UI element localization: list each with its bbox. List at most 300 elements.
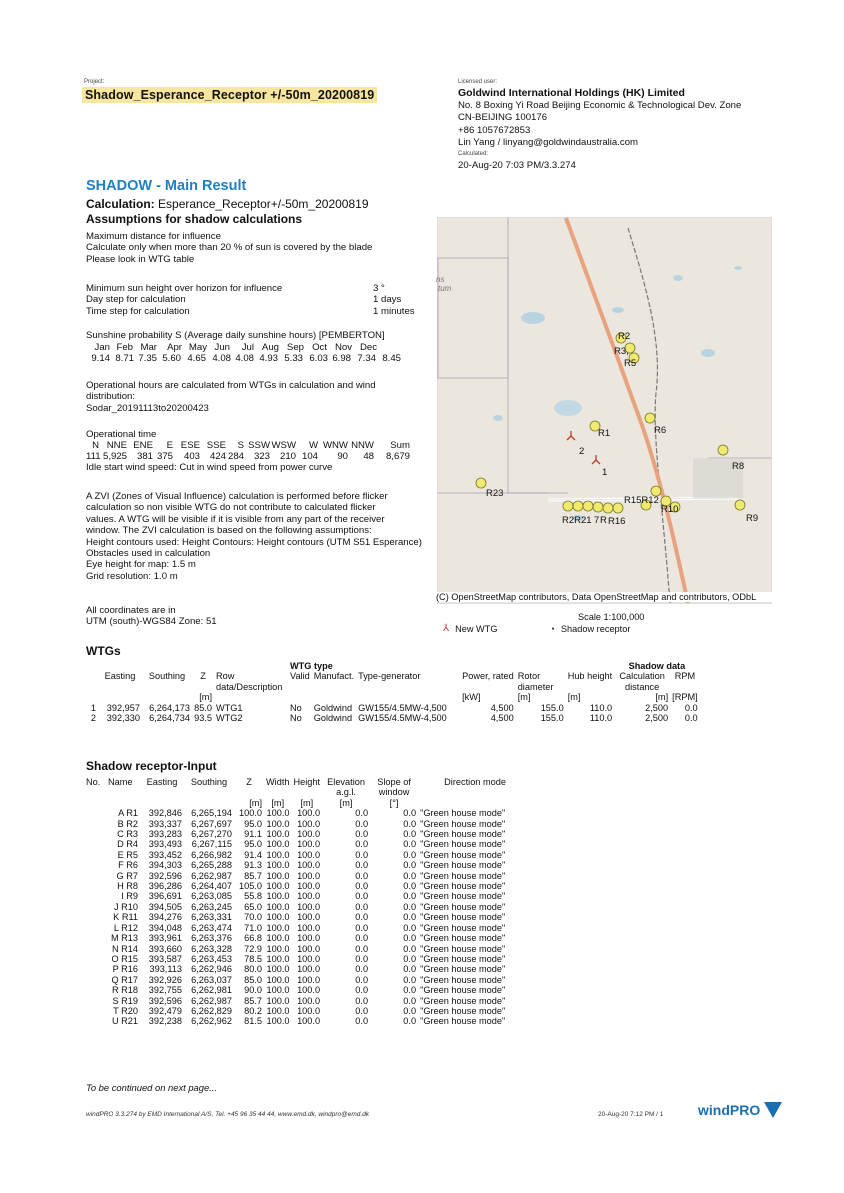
cell: 6,264,734 bbox=[149, 713, 190, 724]
cell: 0.0 bbox=[355, 974, 369, 985]
cell: W bbox=[308, 440, 318, 451]
cell: 393,283 bbox=[148, 829, 182, 840]
cell: 396,286 bbox=[148, 881, 182, 892]
cell: "Green house mode" bbox=[420, 818, 506, 829]
cell: 7.35 bbox=[138, 353, 157, 364]
cell: "Green house mode" bbox=[420, 943, 506, 954]
address-line: No. 8 Boxing Yi Road Beijing Economic & Technological Dev. Zone bbox=[458, 100, 742, 112]
cell: 0.0 bbox=[355, 849, 369, 860]
cell: 100.0 bbox=[266, 808, 290, 819]
table-row bbox=[84, 1016, 532, 1026]
idle-start-text: Idle start wind speed: Cut in wind speed from power curve bbox=[86, 462, 333, 473]
contact-email: Lin Yang / linyang@goldwindaustralia.com bbox=[458, 136, 639, 148]
cell: 375 bbox=[156, 451, 173, 462]
col-header: No. bbox=[86, 777, 101, 787]
map-label: R23 bbox=[486, 488, 504, 499]
calculation-line bbox=[86, 197, 369, 211]
cell: "Green house mode" bbox=[420, 1016, 506, 1027]
cell: 100.0 bbox=[297, 870, 321, 881]
cell: 100.0 bbox=[266, 995, 290, 1006]
cell: 392,596 bbox=[148, 995, 182, 1006]
unit: [m] bbox=[249, 797, 262, 808]
sunshine-title: Sunshine probability S (Average daily sunshine hours) [PEMBERTON] bbox=[86, 330, 385, 341]
cell: Q R17 bbox=[111, 974, 138, 985]
cell: 100.0 bbox=[266, 985, 290, 996]
cell: 100.0 bbox=[297, 891, 321, 902]
cell: E R5 bbox=[117, 849, 138, 860]
cell: 8.71 bbox=[115, 353, 134, 364]
cell: 7.34 bbox=[357, 353, 376, 364]
wtgs-title: WTGs bbox=[86, 644, 121, 658]
table-row bbox=[84, 713, 700, 723]
legend-wtg-label: New WTG bbox=[455, 623, 498, 634]
cell: 100.0 bbox=[266, 922, 290, 933]
cell: 81.5 bbox=[244, 1016, 262, 1027]
logo-text: windPRO bbox=[698, 1102, 761, 1118]
table-row bbox=[84, 881, 532, 891]
cell: 0.0 bbox=[403, 818, 417, 829]
cell: T R20 bbox=[113, 1005, 138, 1016]
cell: 100.0 bbox=[297, 818, 321, 829]
param-value: 1 minutes bbox=[373, 305, 415, 317]
cell: 105.0 bbox=[239, 881, 262, 892]
cell: 55.8 bbox=[244, 891, 262, 902]
cell: 392,846 bbox=[148, 808, 182, 819]
cell: 0.0 bbox=[684, 713, 698, 724]
cell: 90.0 bbox=[244, 985, 262, 996]
table-row bbox=[84, 985, 532, 995]
cell: 0.0 bbox=[355, 964, 369, 975]
table-row bbox=[84, 933, 532, 943]
map-label: 2 bbox=[579, 446, 585, 457]
cell: S R19 bbox=[112, 995, 138, 1006]
cell: 100.0 bbox=[297, 953, 321, 964]
cell: 100.0 bbox=[266, 881, 290, 892]
cell: 5.60 bbox=[162, 353, 181, 364]
cell: 0.0 bbox=[403, 839, 417, 850]
cell: 0.0 bbox=[403, 1005, 417, 1016]
map-label: R3, bbox=[614, 346, 629, 357]
unit: [m] bbox=[655, 692, 669, 703]
cell: 6,263,245 bbox=[191, 901, 232, 912]
table-row bbox=[84, 871, 532, 881]
cell: 6,267,697 bbox=[191, 818, 232, 829]
shadow-data-group: Shadow data bbox=[628, 661, 686, 671]
cell: 0.0 bbox=[355, 901, 369, 912]
cell: 393,113 bbox=[149, 964, 182, 975]
cell: 72.9 bbox=[244, 943, 262, 954]
wtg-legend-icon: ⅄ bbox=[443, 623, 450, 634]
cell: Mar bbox=[140, 342, 157, 353]
cell: 4,500 bbox=[490, 713, 514, 724]
cell: 80.2 bbox=[244, 1005, 262, 1016]
cell: NNE bbox=[106, 440, 127, 451]
cell: 4.65 bbox=[187, 353, 206, 364]
col-header: Power, rated bbox=[462, 671, 514, 682]
map-label: R5 bbox=[624, 358, 637, 369]
col-header: Width bbox=[266, 777, 290, 787]
cell: 394,276 bbox=[148, 912, 182, 923]
cell: 1 bbox=[90, 702, 96, 713]
cell: 0.0 bbox=[355, 943, 369, 954]
col-header: RPM bbox=[674, 671, 696, 682]
unit: [kW] bbox=[462, 692, 481, 703]
cell: 100.0 bbox=[266, 870, 290, 881]
table-row bbox=[84, 839, 532, 849]
cell: 0.0 bbox=[355, 1005, 369, 1016]
col-header: Name bbox=[108, 777, 133, 787]
cell: 6,263,328 bbox=[191, 943, 232, 954]
unit: [m] bbox=[199, 692, 212, 703]
cell: 6.98 bbox=[332, 353, 351, 364]
cell: 9.14 bbox=[91, 353, 110, 364]
table-row bbox=[84, 829, 532, 839]
cell: F R6 bbox=[118, 860, 138, 871]
text-line: distribution: bbox=[86, 391, 136, 403]
cell: 104 bbox=[301, 451, 318, 462]
cell: 100.0 bbox=[266, 1016, 290, 1027]
cell: 100.0 bbox=[266, 943, 290, 954]
cell: 0.0 bbox=[403, 943, 417, 954]
col-header: Rotor diameter bbox=[517, 671, 554, 692]
cell: "Green house mode" bbox=[420, 829, 506, 840]
cell: 0.0 bbox=[403, 953, 417, 964]
map-label: R1 bbox=[598, 428, 611, 439]
cell: B R2 bbox=[117, 818, 138, 829]
cell: 4.08 bbox=[212, 353, 231, 364]
cell: 100.0 bbox=[297, 849, 321, 860]
calculation-label: Calculation: bbox=[86, 197, 155, 211]
coordinates-block bbox=[86, 605, 217, 628]
cell: 6,262,829 bbox=[191, 1005, 232, 1016]
cell: "Green house mode" bbox=[420, 901, 506, 912]
calculation-name: Esperance_Receptor+/-50m_20200819 bbox=[158, 197, 369, 211]
cell: 0.0 bbox=[355, 985, 369, 996]
cell: 393,587 bbox=[148, 953, 182, 964]
col-header: Height bbox=[293, 777, 321, 787]
calculated-date: 20-Aug-20 7:03 PM/3.3.274 bbox=[458, 160, 576, 171]
cell: 85.7 bbox=[244, 995, 262, 1006]
cell: 95.0 bbox=[244, 839, 262, 850]
col-header: Hub height bbox=[567, 671, 613, 682]
cell: 381 bbox=[136, 451, 153, 462]
cell: "Green house mode" bbox=[420, 1005, 506, 1016]
cell: 0.0 bbox=[355, 870, 369, 881]
cell: 6,263,453 bbox=[191, 953, 232, 964]
wtgs-table bbox=[84, 661, 700, 723]
cell: 6,263,376 bbox=[191, 933, 232, 944]
cell: 394,048 bbox=[148, 922, 182, 933]
map-label: R15R12 bbox=[624, 495, 659, 506]
cell: 100.0 bbox=[239, 808, 262, 819]
cell: 0.0 bbox=[355, 933, 369, 944]
cell: 0.0 bbox=[355, 818, 369, 829]
map-label: R9 bbox=[746, 513, 759, 524]
cell: 6,264,407 bbox=[191, 881, 232, 892]
text-line: Grid resolution: 1.0 m bbox=[86, 570, 178, 582]
cell: Goldwind bbox=[313, 702, 353, 713]
cell: 392,596 bbox=[148, 870, 182, 881]
cell: 100.0 bbox=[266, 964, 290, 975]
table-row bbox=[84, 819, 532, 829]
cell: WTG2 bbox=[216, 713, 243, 724]
cell: 8.45 bbox=[382, 353, 401, 364]
cell: 6,265,288 bbox=[191, 860, 232, 871]
receptor-table bbox=[84, 777, 532, 1027]
param-value: 3 ° bbox=[373, 283, 385, 294]
cell: 65.0 bbox=[244, 901, 262, 912]
cell: 6,262,987 bbox=[191, 995, 232, 1006]
cell: 100.0 bbox=[297, 995, 321, 1006]
cell: 91.4 bbox=[244, 849, 262, 860]
unit: [m] bbox=[567, 692, 581, 703]
phone: +86 1057672853 bbox=[458, 124, 531, 136]
cell: 85.7 bbox=[244, 870, 262, 881]
cell: 100.0 bbox=[297, 1005, 321, 1016]
cell: 0.0 bbox=[355, 891, 369, 902]
cell: 110.0 bbox=[589, 713, 613, 724]
cell: 392,926 bbox=[148, 974, 182, 985]
map-edge-text: tum bbox=[438, 284, 452, 293]
cell: 100.0 bbox=[266, 933, 290, 944]
operational-values-row bbox=[86, 451, 410, 462]
cell: 392,238 bbox=[148, 1016, 182, 1027]
text-line: values. A WTG will be visible if it is visible from any part of the receiver bbox=[86, 513, 385, 525]
table-row bbox=[84, 944, 532, 954]
table-row bbox=[84, 891, 532, 901]
text-line: calculation so non visible WTG do not contribute to calculated flicker bbox=[86, 502, 376, 514]
cell: 0.0 bbox=[403, 881, 417, 892]
windpro-logo bbox=[698, 1102, 782, 1118]
project-label: Project: bbox=[84, 79, 105, 85]
cell: Sep bbox=[286, 342, 304, 353]
cell: 393,961 bbox=[148, 933, 182, 944]
cell: WSW bbox=[271, 440, 296, 451]
map-legend bbox=[443, 623, 630, 634]
cell: No bbox=[290, 702, 302, 713]
cell: 392,330 bbox=[106, 713, 140, 724]
text-line: Maximum distance for influence bbox=[86, 231, 221, 242]
col-header: Elevation a.g.l. bbox=[327, 777, 365, 798]
cell: 6,262,981 bbox=[191, 985, 232, 996]
unit: [m] bbox=[271, 797, 285, 808]
wtg-type-group: WTG type bbox=[290, 661, 333, 671]
col-header: Direction mode bbox=[444, 777, 506, 787]
legend-receptor-label: Shadow receptor bbox=[560, 623, 631, 634]
cell: 100.0 bbox=[297, 808, 321, 819]
cell: 424 bbox=[209, 451, 226, 462]
cell: O R15 bbox=[111, 953, 138, 964]
cell: 48 bbox=[363, 451, 374, 462]
text-line: Eye height for map: 1.5 m bbox=[86, 559, 196, 571]
cell: 210 bbox=[279, 451, 296, 462]
text-line: A ZVI (Zones of Visual Influence) calculation is performed before flicker bbox=[86, 491, 388, 502]
operational-time-title: Operational time bbox=[86, 429, 157, 440]
cell: Jun bbox=[214, 342, 230, 353]
cell: 0.0 bbox=[355, 829, 369, 840]
licensed-user-block bbox=[458, 87, 808, 149]
map-label: R2R21 bbox=[562, 515, 592, 526]
param-label: Day step for calculation bbox=[86, 294, 186, 306]
cell: M R13 bbox=[110, 933, 138, 944]
cell: 6,264,173 bbox=[149, 702, 190, 713]
cell: 0.0 bbox=[403, 901, 417, 912]
cell: "Green house mode" bbox=[420, 881, 506, 892]
cell: 0.0 bbox=[403, 829, 417, 840]
unit: [°] bbox=[389, 797, 399, 808]
cell: 0.0 bbox=[403, 849, 417, 860]
cell: 6,263,474 bbox=[191, 922, 232, 933]
col-header: Easting bbox=[146, 777, 178, 787]
cell: 100.0 bbox=[297, 881, 321, 892]
cell: 85.0 bbox=[244, 974, 262, 985]
cell: H R8 bbox=[117, 881, 138, 892]
cell: J R10 bbox=[113, 901, 138, 912]
cell: Feb bbox=[116, 342, 133, 353]
text-line: Please look in WTG table bbox=[86, 253, 195, 265]
cell: 100.0 bbox=[297, 912, 321, 923]
cell: 6,267,270 bbox=[191, 829, 232, 840]
cell: 0.0 bbox=[403, 922, 417, 933]
cell: 0.0 bbox=[403, 974, 417, 985]
cell: 155.0 bbox=[540, 713, 564, 724]
cell: May bbox=[188, 342, 207, 353]
receptor-legend-icon: ◔ bbox=[549, 623, 555, 634]
cell: Apr bbox=[167, 342, 182, 353]
cell: 155.0 bbox=[540, 702, 564, 713]
zvi-block bbox=[86, 491, 446, 582]
cell: L R12 bbox=[113, 922, 138, 933]
cell: 78.5 bbox=[244, 953, 262, 964]
params-block bbox=[86, 283, 436, 317]
footer-right: 20-Aug-20 7:12 PM / 1 bbox=[598, 1111, 664, 1118]
receptor-title: Shadow receptor-Input bbox=[86, 759, 217, 773]
map-credit: (C) OpenStreetMap contributors, Data OpenStreetMap and contributors, ODbL bbox=[436, 592, 776, 602]
table-row bbox=[84, 1006, 532, 1016]
cell: 111 bbox=[86, 451, 101, 462]
calculated-label: Calculated: bbox=[458, 151, 489, 157]
page-title: SHADOW - Main Result bbox=[86, 178, 247, 194]
cell: 100.0 bbox=[297, 985, 321, 996]
cell: D R4 bbox=[117, 839, 138, 850]
col-header: Southing bbox=[190, 777, 228, 787]
cell: ESE bbox=[180, 440, 200, 451]
cell: 0.0 bbox=[355, 839, 369, 850]
cell: 70.0 bbox=[244, 912, 262, 923]
cell: 100.0 bbox=[297, 964, 321, 975]
cell: 100.0 bbox=[297, 839, 321, 850]
cell: 4,500 bbox=[490, 702, 514, 713]
cell: WNW bbox=[322, 440, 348, 451]
cell: 6,265,194 bbox=[191, 808, 232, 819]
cell: 93.5 bbox=[194, 713, 212, 724]
cell: 393,452 bbox=[148, 849, 182, 860]
map-label: 7 bbox=[594, 515, 600, 526]
cell: Dec bbox=[359, 342, 377, 353]
cell: ENE bbox=[133, 440, 153, 451]
text-line: Operational hours are calculated from WTGs in calculation and wind bbox=[86, 380, 376, 391]
table-row bbox=[84, 850, 532, 860]
cell: 100.0 bbox=[297, 922, 321, 933]
cell: P R16 bbox=[112, 964, 138, 975]
cell: G R7 bbox=[116, 870, 138, 881]
cell: 0.0 bbox=[684, 702, 698, 713]
cell: E bbox=[166, 440, 173, 451]
cell: "Green house mode" bbox=[420, 964, 506, 975]
cell: 394,303 bbox=[148, 860, 182, 871]
cell: K R11 bbox=[113, 912, 138, 923]
cell: 90 bbox=[337, 451, 348, 462]
cell: 393,337 bbox=[148, 818, 182, 829]
cell: 80.0 bbox=[244, 964, 262, 975]
text-line: Obstacles used in calculation bbox=[86, 548, 211, 560]
cell: 100.0 bbox=[266, 860, 290, 871]
cell: GW155/4.5MW-4,500 bbox=[358, 702, 447, 713]
cell: 0.0 bbox=[355, 808, 369, 819]
cell: 91.3 bbox=[244, 860, 262, 871]
cell: 91.1 bbox=[244, 829, 262, 840]
cell: Jul bbox=[241, 342, 254, 353]
cell: 0.0 bbox=[403, 933, 417, 944]
cell: 6,267,115 bbox=[191, 839, 232, 850]
col-header: Type-generator bbox=[358, 671, 421, 682]
cell: "Green house mode" bbox=[420, 839, 506, 850]
cell: 0.0 bbox=[355, 860, 369, 871]
cell: "Green house mode" bbox=[420, 870, 506, 881]
map-label: R8 bbox=[732, 461, 745, 472]
text-line: Calculate only when more than 20 % of sun is covered by the blade bbox=[86, 242, 373, 254]
cell: 6,262,962 bbox=[191, 1016, 232, 1027]
cell: 100.0 bbox=[297, 1016, 321, 1027]
table-row bbox=[84, 923, 532, 933]
shadow-map[interactable] bbox=[437, 217, 772, 604]
cell: 2 bbox=[90, 713, 96, 724]
col-header: Row data/Description bbox=[216, 671, 283, 692]
cell: "Green house mode" bbox=[420, 985, 506, 996]
cell: 0.0 bbox=[355, 922, 369, 933]
map-label: R2 bbox=[618, 331, 631, 342]
cell: 0.0 bbox=[403, 1016, 417, 1027]
cell: "Green house mode" bbox=[420, 860, 506, 871]
cell: 66.8 bbox=[244, 933, 262, 944]
cell: 95.0 bbox=[244, 818, 262, 829]
table-row bbox=[84, 902, 532, 912]
cell: I R9 bbox=[121, 891, 138, 902]
param-value: 1 days bbox=[373, 294, 402, 306]
cell: R R18 bbox=[111, 985, 138, 996]
unit: [m] bbox=[517, 692, 531, 703]
operational-hours-block bbox=[86, 380, 436, 414]
table-row bbox=[84, 964, 532, 974]
cell: 392,957 bbox=[106, 702, 140, 713]
cell: 393,660 bbox=[148, 943, 182, 954]
table-row bbox=[84, 912, 532, 922]
continued-note: To be continued on next page... bbox=[86, 1082, 218, 1093]
cell: No bbox=[290, 713, 302, 724]
text-line: UTM (south)-WGS84 Zone: 51 bbox=[86, 616, 217, 628]
cell: 0.0 bbox=[403, 964, 417, 975]
cell: 71.0 bbox=[244, 922, 262, 933]
unit: [m] bbox=[339, 797, 353, 808]
cell: N R14 bbox=[111, 943, 138, 954]
cell: "Green house mode" bbox=[420, 974, 506, 985]
company-name: Goldwind International Holdings (HK) Limited bbox=[458, 87, 685, 99]
cell: Goldwind bbox=[313, 713, 353, 724]
cell: GW155/4.5MW-4,500 bbox=[358, 713, 447, 724]
cell: 392,479 bbox=[148, 1005, 182, 1016]
cell: "Green house mode" bbox=[420, 808, 506, 819]
col-header: Z bbox=[246, 777, 252, 787]
